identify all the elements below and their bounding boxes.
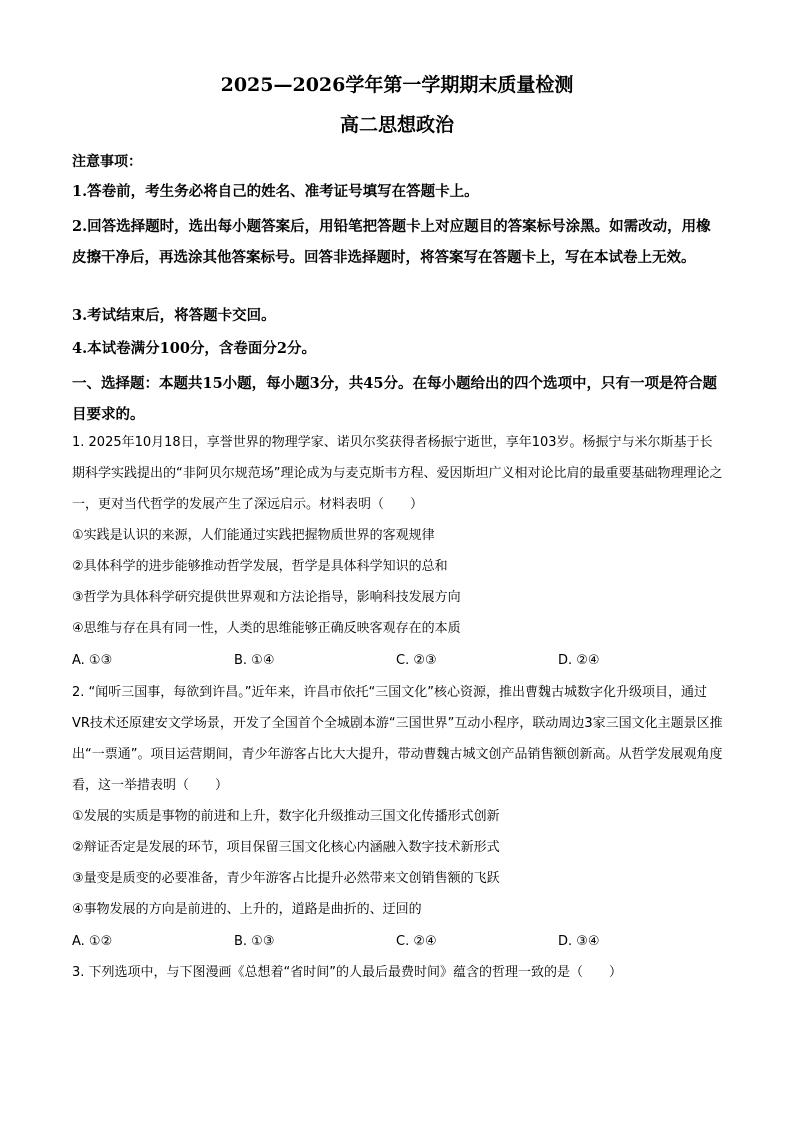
- note-item-3: 3.考试结束后，将答题卡交回。: [72, 307, 276, 324]
- note-item-4: 4.本试卷满分100分，含卷面分2分。: [72, 340, 316, 357]
- question-1-choice-a: A. ①③: [72, 653, 113, 668]
- section-heading: 一、选择题：本题共15小题，每小题3分，共45分。在每小题给出的四个选项中，只有一项是符合题目要求的。: [72, 375, 717, 423]
- note-item-1: 1.答卷前，考生务必将自己的姓名、准考证号填写在答题卡上。: [72, 183, 479, 200]
- question-2-choices: [72, 926, 724, 957]
- question-2-choice-b: B. ①③: [234, 934, 275, 949]
- question-1-option-4: ④思维与存在具有同一性，人类的思维能够正确反映客观存在的本质: [72, 621, 461, 636]
- notes-heading: 注意事项：: [72, 154, 142, 170]
- question-1-choice-d: D. ②④: [558, 653, 600, 668]
- exam-subject: 高二思想政治: [339, 114, 454, 136]
- question-2-options: [72, 801, 724, 925]
- question-1-stem: 1. 2025年10月18日，享誉世界的物理学家、诺贝尔奖获得者杨振宁逝世，享年103岁。杨振宁与米尔斯基于长期科学实践提出的“非阿贝尔规范场”理论成为与麦克斯韦方程、爱因斯坦广义相对论比肩的最重要基础物理理论之一，更对当代哲学的发展产生了深远启示。材料表明（ ）: [72, 435, 723, 512]
- question-2-option-1: ①发展的实质是事物的前进和上升，数字化升级推动三国文化传播形式创新: [72, 809, 500, 824]
- question-2-option-4: ④事物发展的方向是前进的、上升的，道路是曲折的、迂回的: [72, 902, 422, 917]
- question-1-option-3: ③哲学为具体科学研究提供世界观和方法论指导，影响科技发展方向: [72, 590, 461, 605]
- question-1-options: [72, 520, 724, 644]
- question-2-stem: 2. “闻听三国事，每欲到许昌。”近年来，许昌市依托“三国文化”核心资源，推出曹魏古城数字化升级项目，通过VR技术还原建安文学场景，开发了全国首个全城剧本游“三国世界”互动小程序，联动周边3家三国文化主题景区推出“一票通”。项目运营期间，青少年游客占比大大提升，带动曹魏古城文创产品销售额创新高。从哲学发展观角度看，这一举措表明（ ）: [72, 685, 723, 793]
- question-3-stem: 3. 下列选项中，与下图漫画《总想着“省时间”的人最后最费时间》蕴含的哲理一致的是（ ）: [72, 965, 623, 980]
- question-1-option-2: ②具体科学的进步能够推动哲学发展，哲学是具体科学知识的总和: [72, 559, 448, 574]
- question-1-choice-b: B. ①④: [234, 653, 275, 668]
- note-item-2: 2.回答选择题时，选出每小题答案后，用铅笔把答题卡上对应题目的答案标号涂黑。如需改动，用橡皮擦干净后，再选涂其他答案标号。回答非选择题时，将答案写在答题卡上，写在本试卷上无效。: [72, 218, 711, 266]
- question-1-choices: [72, 645, 724, 676]
- question-1-choice-c: C. ②③: [396, 653, 437, 668]
- question-2-choice-d: D. ③④: [558, 934, 600, 949]
- question-1-option-1: ①实践是认识的来源，人们能通过实践把握物质世界的客观规律: [72, 528, 435, 543]
- question-2-choice-c: C. ②④: [396, 934, 437, 949]
- exam-title: 2025—2026学年第一学期期末质量检测: [220, 74, 574, 96]
- question-2-option-2: ②辩证否定是发展的环节，项目保留三国文化核心内涵融入数字技术新形式: [72, 840, 500, 855]
- question-2-option-3: ③量变是质变的必要准备，青少年游客占比提升必然带来文创销售额的飞跃: [72, 871, 500, 886]
- question-2-choice-a: A. ①②: [72, 934, 113, 949]
